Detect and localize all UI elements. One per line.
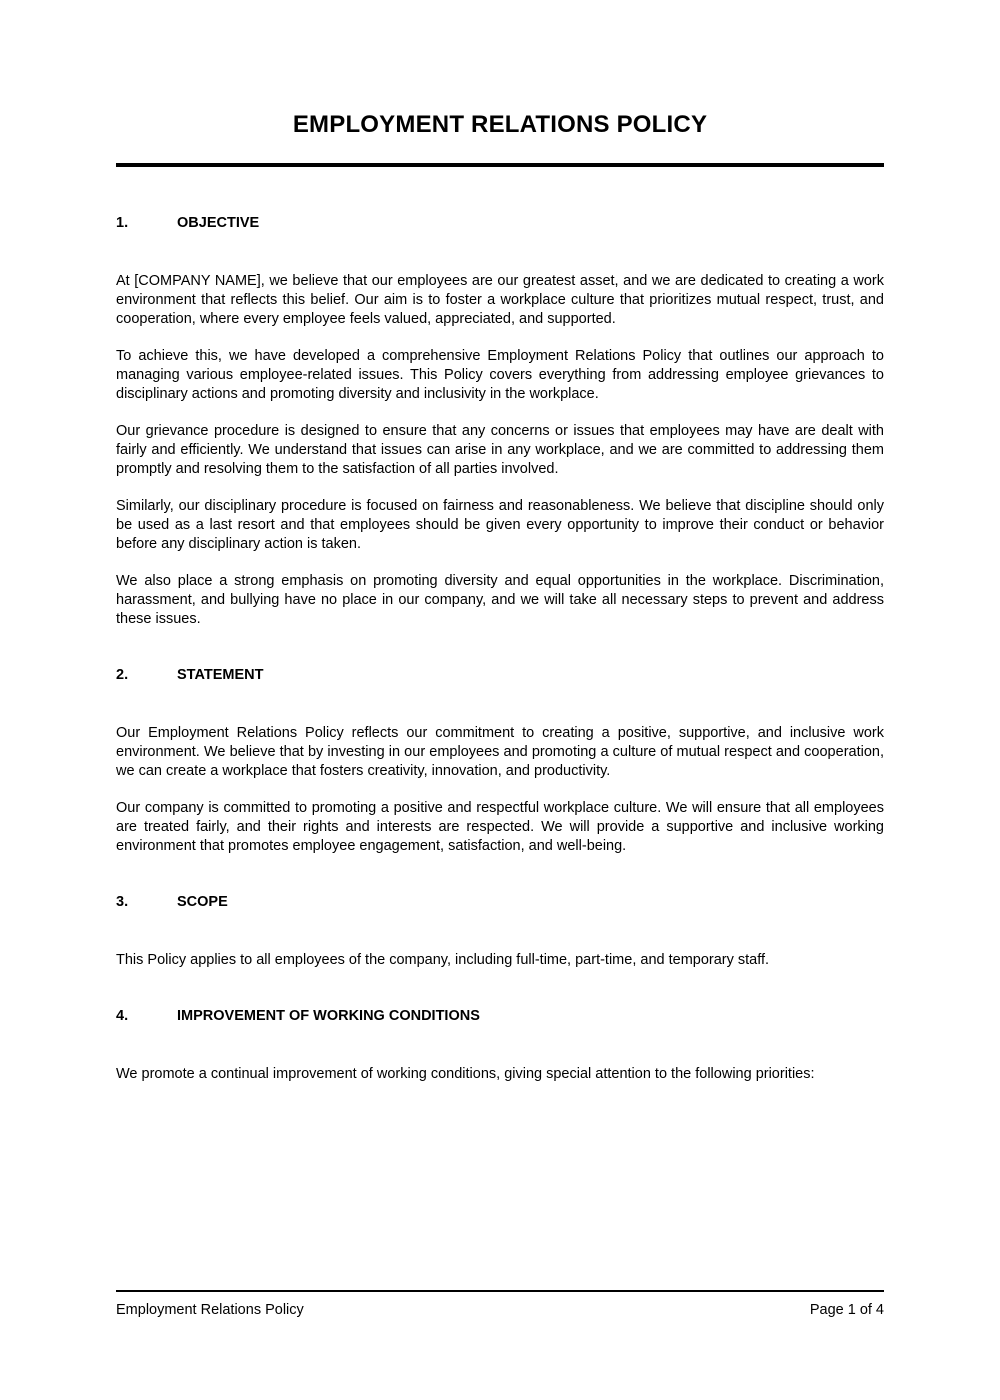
paragraph-scope-1: This Policy applies to all employees of the company, including full-time, part-time, and temporary staff. — [116, 952, 770, 968]
paragraph-objective-4: Similarly, our disciplinary procedure is focused on fairness and reasonableness. We believe that discipline should only be used as a last resort and that employees should be given every opportunity to improve their conduct or behavior before any disciplinary action is taken. — [116, 498, 884, 552]
page-footer — [116, 1290, 884, 1320]
section-heading-scope — [116, 893, 884, 912]
footer-divider — [116, 1290, 884, 1292]
section-heading-improvement — [116, 1007, 884, 1026]
section-number: 2. — [116, 667, 129, 683]
title-divider — [116, 163, 884, 167]
document-title: EMPLOYMENT RELATIONS POLICY — [292, 111, 708, 138]
paragraph-objective-3: Our grievance procedure is designed to ensure that any concerns or issues that employees may have are dealt with fairly and efficiently. We understand that issues can arise in any workplace, and we are committed to addressing them promptly and resolving them to the satisfaction of all parties involved. — [116, 423, 884, 477]
section-title: SCOPE — [177, 894, 228, 910]
paragraph-statement-2: Our company is committed to promoting a positive and respectful workplace culture. We will ensure that all employees are treated fairly, and their rights and interests are respected. We will provide a supportive and inclusive working environment that promotes employee engagement, satisfaction, and well-being. — [116, 800, 884, 854]
footer-row — [116, 1301, 884, 1320]
section-number: 4. — [116, 1008, 129, 1024]
section-heading-objective — [116, 214, 884, 233]
paragraph-statement-1: Our Employment Relations Policy reflects our commitment to creating a positive, supportive, and inclusive work environment. We believe that by investing in our employees and promoting a culture of mutual respect and cooperation, we can create a workplace that fosters creativity, innovation, and productivity. — [116, 725, 884, 779]
paragraph-objective-1: At [COMPANY NAME], we believe that our employees are our greatest asset, and we are dedicated to creating a work environment that reflects this belief. Our aim is to foster a workplace culture that prioritizes mutual respect, trust, and cooperation, where every employee feels valued, appreciated, and supported. — [116, 273, 884, 327]
document-page — [0, 110, 1000, 1084]
section-title: STATEMENT — [177, 667, 264, 683]
section-title: OBJECTIVE — [177, 215, 260, 231]
paragraph-objective-5: We also place a strong emphasis on promoting diversity and equal opportunities in the workplace. Discrimination, harassment, and bullying have no place in our company, and we will take all necessary steps to prevent and address these issues. — [116, 573, 884, 627]
section-number: 1. — [116, 215, 129, 231]
paragraph-improvement-1: We promote a continual improvement of working conditions, giving special attention to the following priorities: — [116, 1066, 815, 1082]
footer-page-number: Page 1 of 4 — [809, 1302, 884, 1318]
section-title: IMPROVEMENT OF WORKING CONDITIONS — [177, 1008, 480, 1024]
section-heading-statement — [116, 666, 884, 685]
paragraph-objective-2: To achieve this, we have developed a comprehensive Employment Relations Policy that outlines our approach to managing various employee-related issues. This Policy covers everything from addressing employee grievances to disciplinary actions and promoting diversity and inclusivity in the workplace. — [116, 348, 884, 402]
footer-doc-title: Employment Relations Policy — [116, 1302, 304, 1318]
section-number: 3. — [116, 894, 129, 910]
